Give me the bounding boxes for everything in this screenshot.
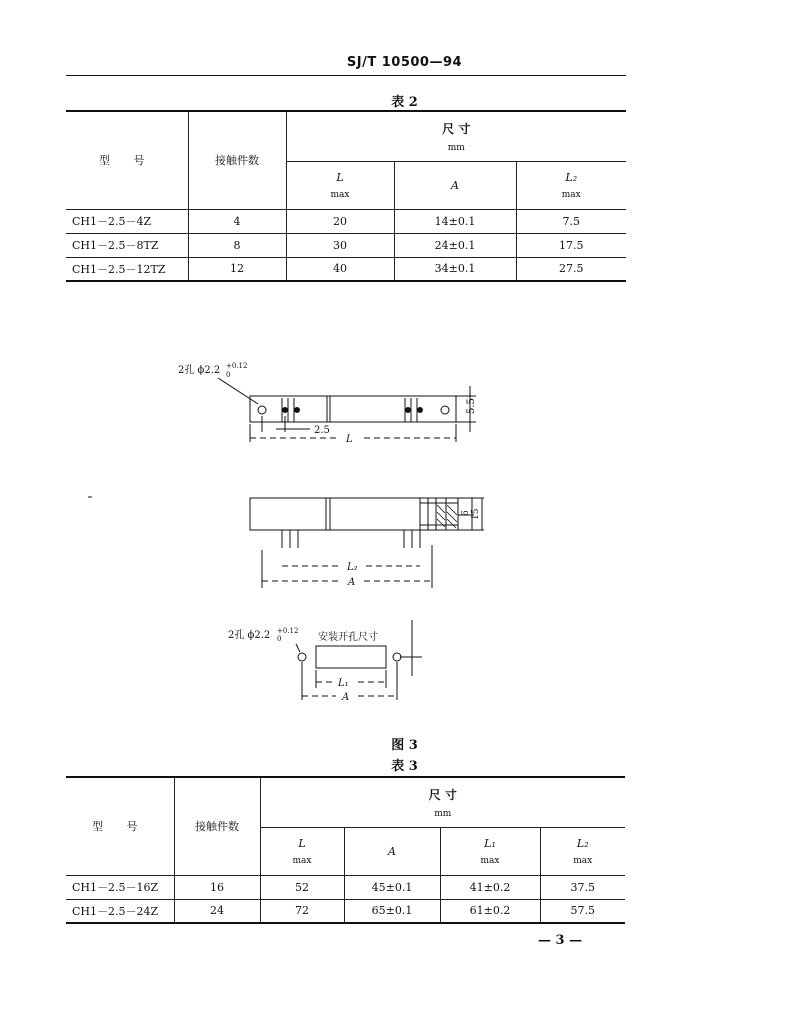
dim-5-5: 5.5: [466, 398, 477, 414]
dim-15: 15: [471, 508, 481, 520]
table3-header-A: A: [344, 827, 440, 875]
side-view: [250, 498, 484, 588]
hole-tolerance-upper-2: +0.12: [277, 627, 299, 635]
hole-note-top: 2孔 ϕ2.2: [178, 365, 221, 376]
table2: [66, 110, 626, 282]
table-row: CH1－2.5－8TZ 8 30 24±0.1 17.5: [66, 233, 626, 257]
table-row: CH1－2.5－4Z 4 20 14±0.1 7.5: [66, 209, 626, 233]
hole-note-bottom: 2孔 ϕ2.2: [228, 630, 271, 641]
dim-2-5: 2.5: [314, 425, 330, 436]
standard-code: SJ/T 10500—94: [346, 55, 463, 70]
mounting-hole-icon: [258, 406, 266, 414]
table3-header-dimensions: 尺 寸 mm: [260, 777, 625, 827]
table3-header-L: L max: [260, 827, 344, 875]
table3-header-contacts: 接触件数: [174, 777, 260, 875]
dim-6: 6: [461, 510, 471, 516]
top-view: [218, 378, 476, 442]
dim-A: A: [348, 577, 356, 588]
table-row: CH1－2.5－12TZ 12 40 34±0.1 27.5: [66, 257, 626, 281]
page-number: — 3 —: [538, 933, 583, 948]
dim-A-bottom: A: [342, 692, 350, 703]
table3: [66, 776, 625, 924]
hole-tolerance-upper: +0.12: [226, 362, 248, 370]
table3-caption: 表 3: [391, 759, 418, 774]
table-row: CH1－2.5－24Z 24 72 65±0.1 61±0.2 57.5: [66, 899, 625, 923]
mounting-hole-icon: [441, 406, 449, 414]
mounting-cutout-view: [88, 497, 422, 700]
hole-tolerance-lower: 0: [226, 371, 231, 379]
table3-header-model: 型 号: [66, 777, 174, 875]
table2-header-L2: L₂ max: [516, 161, 626, 209]
table3-header-L2: L₂ max: [540, 827, 625, 875]
table2-header-L: L max: [286, 161, 394, 209]
mount-cutout-label: 安装开孔尺寸: [318, 632, 378, 643]
mounting-hole-icon: [393, 653, 401, 661]
figure3-caption: 图 3: [391, 738, 418, 753]
table-row: CH1－2.5－16Z 16 52 45±0.1 41±0.2 37.5: [66, 875, 625, 899]
mounting-hole-icon: [298, 653, 306, 661]
table2-header-A: A: [394, 161, 516, 209]
dim-L2: L₂: [347, 562, 358, 573]
dim-L1: L₁: [338, 678, 349, 689]
table3-header-L1: L₁ max: [440, 827, 540, 875]
dim-L: L: [346, 434, 353, 445]
table2-caption: 表 2: [391, 95, 418, 110]
figure3-drawing: [0, 350, 809, 740]
hole-tolerance-lower-2: 0: [277, 635, 282, 643]
table2-header-contacts: 接触件数: [188, 111, 286, 209]
table2-header-dimensions: 尺 寸 mm: [286, 111, 626, 161]
table2-header-model: 型 号: [66, 111, 188, 209]
header-rule: [66, 75, 626, 76]
